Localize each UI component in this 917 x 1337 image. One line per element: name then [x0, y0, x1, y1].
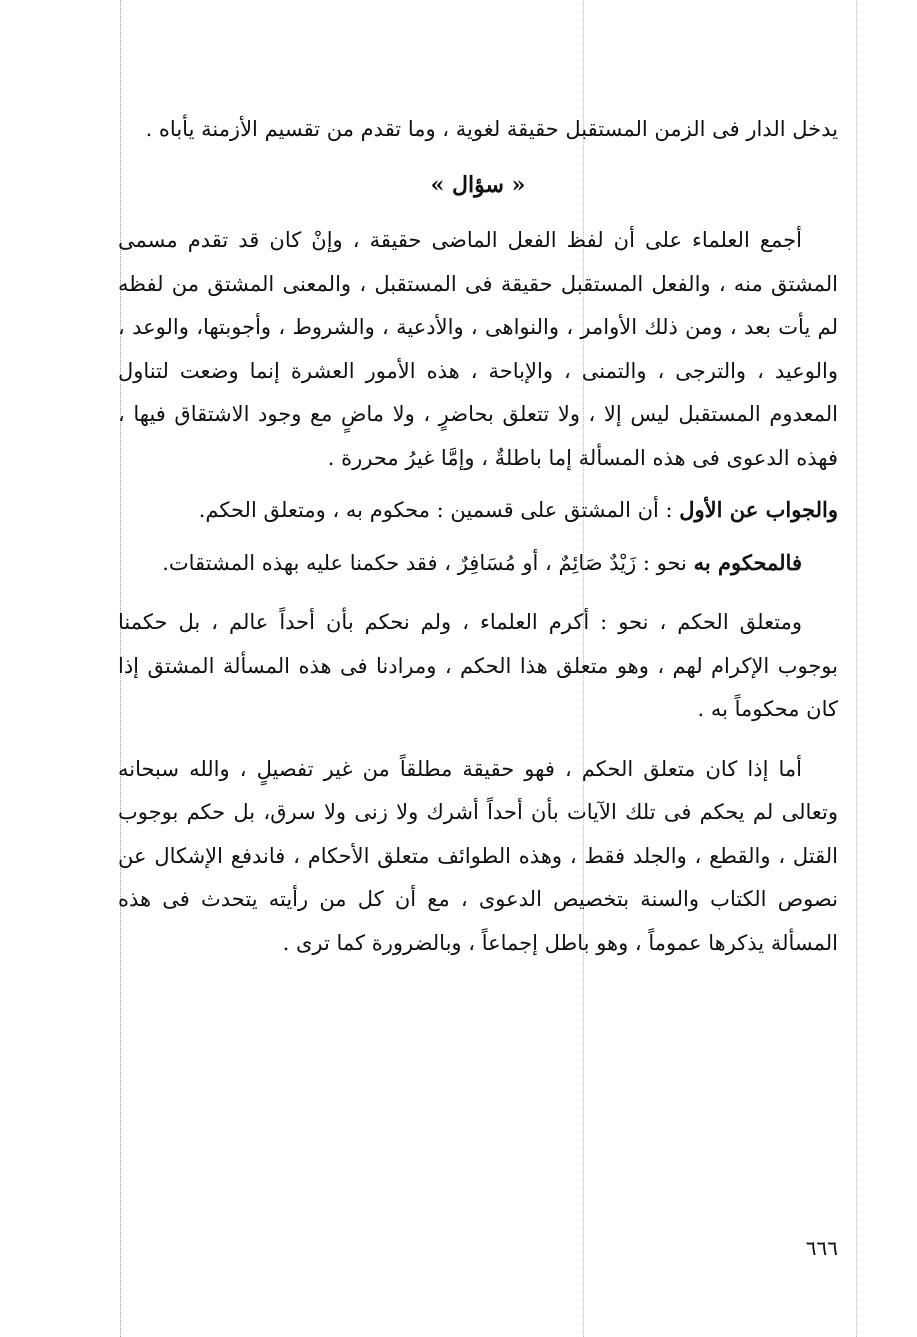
paragraph-ruled	[118, 541, 838, 586]
answer-lead: والجواب عن الأول	[679, 497, 838, 522]
paragraph-continuation: يدخل الدار فى الزمن المستقبل حقيقة لغوية ، وما تقدم من تقسيم الأزمنة يأباه .	[145, 117, 838, 141]
paragraph-related: ومتعلق الحكم ، نحو : أكرم العلماء ، ولم نحكم بأن أحداً عالم ، بل حكمنا بوجوب الإكرام لهم ، وهو متعلق هذا الحكم ، ومرادنا فى هذه المسألة المشتق إذا كان محكوماً به .	[118, 610, 838, 721]
ruled-text: نحو : زَيْدٌ صَائِمٌ ، أو مُسَافِرٌ ، فقد حكمنا عليه بهذه المشتقات.	[162, 550, 694, 575]
paragraph-answer	[118, 488, 838, 533]
section-heading: « سؤال »	[430, 171, 526, 198]
ruled-lead: فالمحكوم به	[693, 549, 802, 575]
page-number: ٦٦٦	[805, 1236, 838, 1260]
answer-text: : أن المشتق على قسمين : محكوم به ، ومتعلق الحكم.	[198, 498, 680, 522]
paragraph-closing: أما إذا كان متعلق الحكم ، فهو حقيقة مطلقاً من غير تفصيلٍ ، والله سبحانه وتعالى لم يحكم فى تلك الآيات بأن أحداً أشرك ولا زنى ولا سرق، بل حكم بوجوب القتل ، والقطع ، والجلد فقط ، وهذه الطوائف متعلق الأحكام ، فاندفع الإشكال عن نصوص الكتاب والسنة بتخصيص الدعوى ، مع أن كل من رأيته يتحدث فى هذه المسألة يذكرها عموماً ، وهو باطل إجماعاً ، وبالضرورة كما ترى .	[118, 756, 838, 955]
paragraph-question: أجمع العلماء على أن لفظ الفعل الماضى حقيقة ، وإنْ كان قد تقدم مسمى المشتق منه ، والفعل المستقبل حقيقة فى المستقبل ، والمعنى المشتق من لفظه لم يأت بعد ، ومن ذلك الأوامر ، والنواهى ، والأدعية ، والشروط ، وأجوبتها، والوعد ، والوعيد ، والترجى ، والتمنى ، والإباحة ، هذه الأمور العشرة إنما وضعت لتناول المعدوم المستقبل ليس إلا ، ولا تتعلق بحاضرٍ ، ولا ماضٍ مع وجود الاشتقاق فيها ، فهذه الدعوى فى هذه المسألة إما باطلةٌ ، وإمَّا غيرُ محررة .	[118, 228, 838, 470]
book-page-text	[118, 108, 838, 965]
scan-margin-line-right	[856, 0, 857, 1337]
